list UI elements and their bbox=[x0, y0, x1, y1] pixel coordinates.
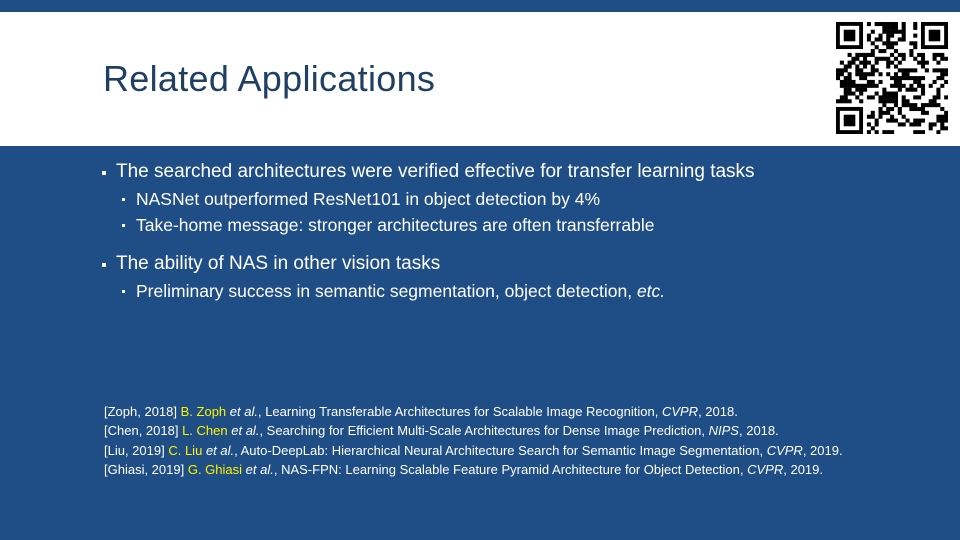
ref-title: Auto-DeepLab: Hierarchical Neural Architecture Search for Semantic Image Segmentation, bbox=[240, 442, 767, 458]
sub-bullet-preliminary bbox=[122, 278, 922, 304]
ref-tag: [Chen, 2018] bbox=[104, 423, 179, 439]
sub-bullet-etc: etc. bbox=[636, 281, 666, 301]
ref-title: Searching for Efficient Multi-Scale Architectures for Dense Image Prediction, bbox=[266, 423, 709, 439]
ref-year: , 2018. bbox=[698, 404, 738, 419]
slide-title: Related Applications bbox=[103, 58, 436, 99]
bullet-vision-tasks: The ability of NAS in other vision tasks bbox=[102, 250, 922, 278]
ref-venue: CVPR bbox=[661, 404, 699, 419]
reference-ghiasi: [Ghiasi, 2019] G. Ghiasi et al., NAS-FPN: Learning Scalable Feature Pyramid Architecture for Object Detection, CVPR, 2019. bbox=[104, 462, 824, 478]
ref-title: NAS-FPN: Learning Scalable Feature Pyramid Architecture for Object Detection, bbox=[281, 462, 748, 478]
ref-venue: CVPR bbox=[766, 442, 803, 458]
sub-bullet-text: Preliminary success in semantic segmentation, object detection, bbox=[136, 281, 637, 301]
reference-liu: [Liu, 2019] C. Liu et al., Auto-DeepLab: Hierarchical Neural Architecture Search for Semantic Image Segmentation, CVPR, 2019. bbox=[104, 442, 843, 458]
ref-author: G. Ghiasi bbox=[187, 462, 243, 478]
ref-author: L. Chen bbox=[182, 423, 228, 439]
ref-venue: CVPR bbox=[747, 462, 784, 478]
ref-year: , 2019. bbox=[802, 442, 843, 458]
qr-code-icon bbox=[836, 22, 948, 134]
ref-etal: et al. bbox=[229, 404, 258, 419]
references bbox=[104, 402, 844, 480]
reference-zoph: [Zoph, 2018] B. Zoph et al., Learning Transferable Architectures for Scalable Image Recognition, CVPR, 2018. bbox=[104, 404, 738, 419]
bullet-list bbox=[102, 158, 922, 304]
ref-tag: [Ghiasi, 2019] bbox=[104, 462, 185, 478]
bullet-transfer: The searched architectures were verified effective for transfer learning tasks bbox=[102, 158, 922, 186]
ref-year: , 2018. bbox=[738, 423, 779, 439]
ref-venue: NIPS bbox=[708, 423, 739, 439]
ref-etal: et al. bbox=[205, 442, 235, 458]
ref-author: C. Liu bbox=[168, 442, 203, 458]
ref-year: , 2019. bbox=[783, 462, 824, 478]
sub-bullet-nasnet: NASNet outperformed ResNet101 in object detection by 4% bbox=[122, 186, 922, 212]
ref-author: B. Zoph bbox=[180, 404, 227, 419]
ref-tag: [Liu, 2019] bbox=[104, 442, 165, 458]
top-strip bbox=[0, 0, 960, 12]
ref-etal: et al. bbox=[231, 423, 260, 439]
reference-chen: [Chen, 2018] L. Chen et al., Searching for Efficient Multi-Scale Architectures for Dense Image Prediction, NIPS, 2018. bbox=[104, 423, 779, 439]
sub-bullet-takehome: Take-home message: stronger architectures are often transferrable bbox=[122, 212, 922, 238]
ref-etal: et al. bbox=[245, 462, 274, 478]
ref-tag: [Zoph, 2018] bbox=[104, 404, 177, 419]
ref-title: Learning Transferable Architectures for Scalable Image Recognition, bbox=[265, 404, 662, 419]
